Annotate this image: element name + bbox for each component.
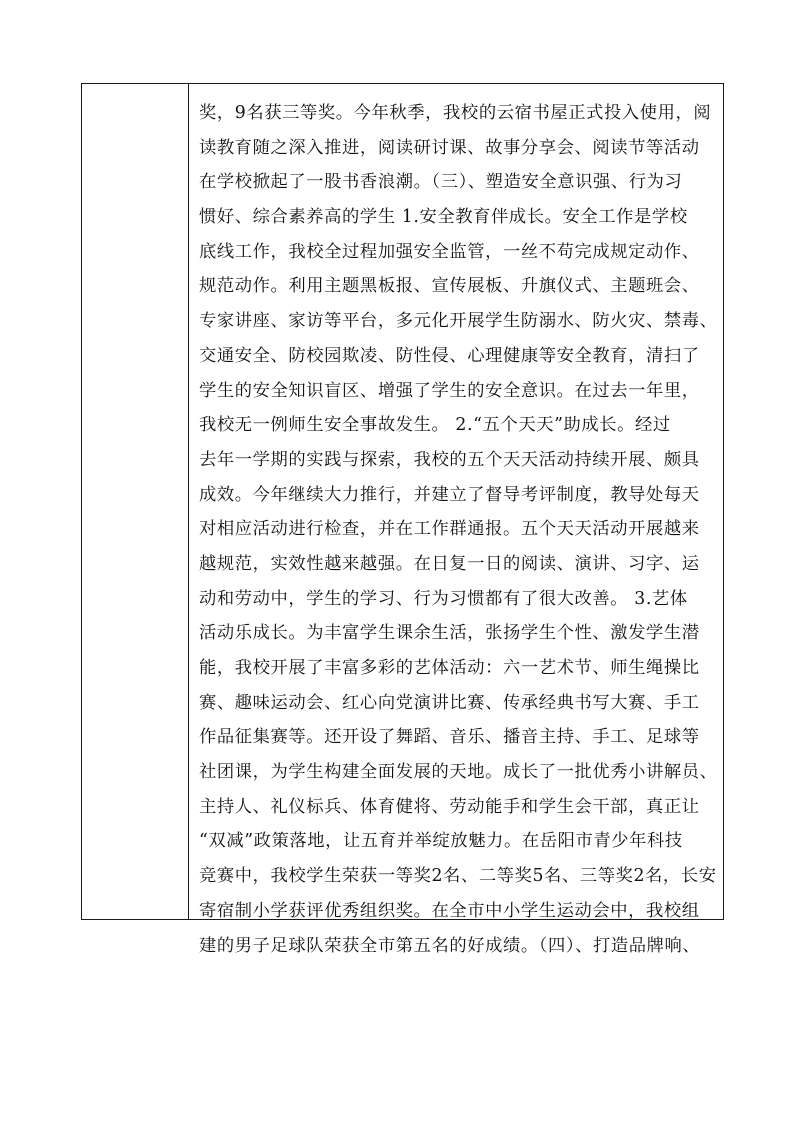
text-line: 去年一学期的实践与探索，我校的五个天天活动持续开展、颇具	[199, 449, 700, 470]
text-line: 我校无一例师生安全事故发生。 2.“五个天天”助成长。经过	[199, 415, 671, 436]
text-line: 交通安全、防校园欺凌、防性侵、心理健康等安全教育，清扫了	[199, 345, 700, 366]
text-line: 底线工作，我校全过程加强安全监管，一丝不苟完成规定动作、	[199, 241, 700, 262]
text-line: 在学校掀起了一股书香浪潮。（三）、塑造安全意识强、行为习	[199, 172, 683, 193]
text-line: 寄宿制小学获评优秀组织奖。在全市中小学生运动会中，我校组	[199, 900, 700, 921]
text-line: 专家讲座、家访等平台，多元化开展学生防溺水、防火灾、禁毒、	[199, 311, 718, 332]
text-line: 学生的安全知识盲区、增强了学生的安全意识。在过去一年里，	[199, 380, 700, 401]
text-line: 能，我校开展了丰富多彩的艺体活动：六一艺术节、师生绳操比	[199, 658, 700, 678]
text-line: 惯好、综合素养高的学生 1.安全教育伴成长。安全工作是学校	[199, 207, 688, 228]
text-line: 奖，9名获三等奖。今年秋季，我校的云宿书屋正式投入使用，阅	[199, 103, 712, 123]
table-content-cell	[190, 84, 723, 956]
text-line: 竞赛中，我校学生荣获一等奖2名、二等奖5名、三等奖2名，长安	[199, 866, 717, 887]
text-line: 赛、趣味运动会、红心向党演讲比赛、传承经典书写大赛、手工	[199, 692, 700, 713]
text-line: 主持人、礼仪标兵、体育健将、劳动能手和学生会干部，真正让	[199, 796, 700, 817]
table-label-cell	[82, 84, 189, 919]
text-line: 动和劳动中，学生的学习、行为习惯都有了很大改善。 3.艺体	[199, 588, 688, 609]
text-line: “双减”政策落地，让五育并举绽放魅力。在岳阳市青少年科技	[199, 831, 683, 852]
text-line: 越规范，实效性越来越强。在日复一日的阅读、演讲、习字、运	[199, 553, 700, 574]
text-line: 对相应活动进行检查，并在工作群通报。五个天天活动开展越来	[199, 519, 700, 540]
text-line: 作品征集赛等。还开设了舞蹈、音乐、播音主持、手工、足球等	[199, 727, 700, 748]
document-table	[81, 83, 724, 956]
text-line: 读教育随之深入推进，阅读研讨课、故事分享会、阅读节等活动	[199, 137, 700, 158]
text-line: 成效。今年继续大力推行，并建立了督导考评制度，教导处每天	[199, 484, 700, 505]
text-line: 社团课，为学生构建全面发展的天地。成长了一批优秀小讲解员、	[199, 762, 718, 783]
text-line: 建的男子足球队荣获全市第五名的好成绩。（四）、打造品牌响、	[199, 935, 701, 956]
text-line: 活动乐成长。为丰富学生课余生活，张扬学生个性、激发学生潜	[199, 623, 700, 644]
text-line: 规范动作。利用主题黑板报、宣传展板、升旗仪式、主题班会、	[199, 276, 700, 297]
